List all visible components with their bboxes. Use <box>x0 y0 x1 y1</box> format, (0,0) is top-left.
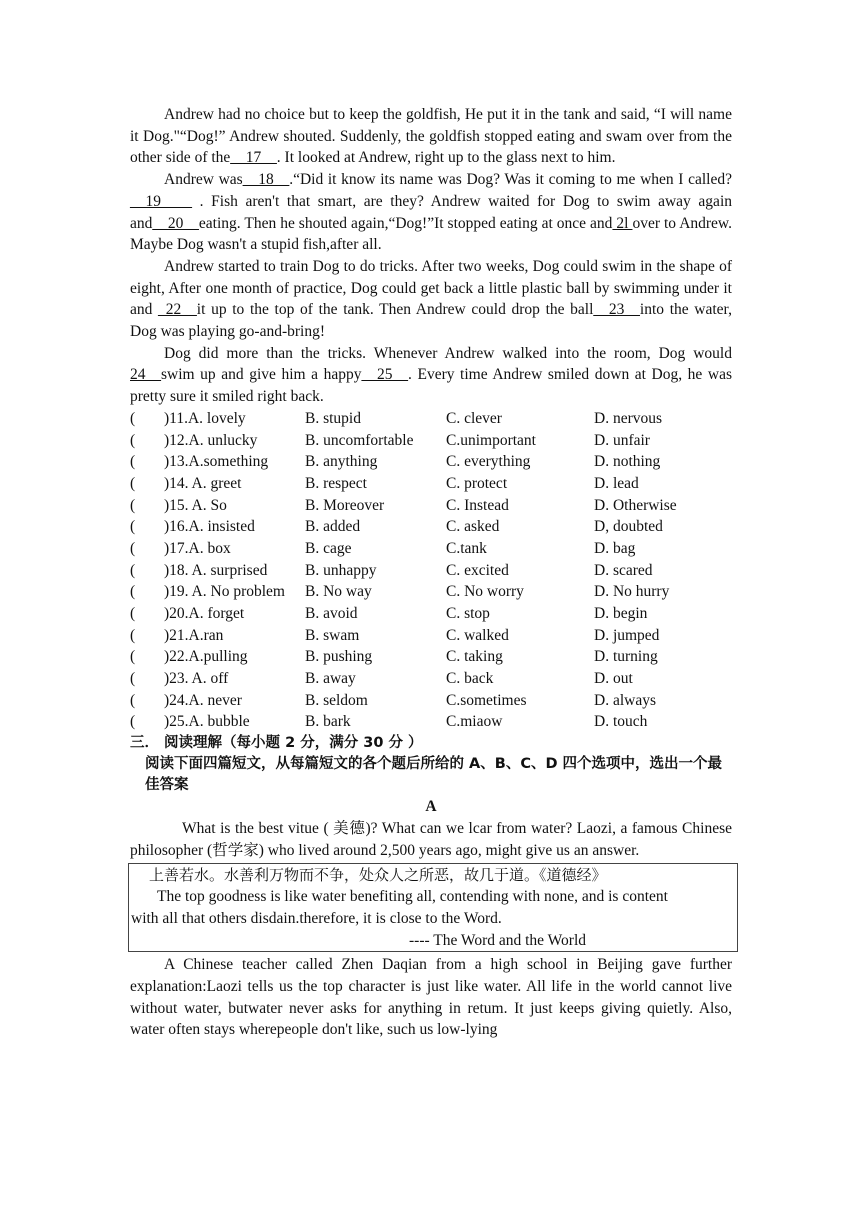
quote-source: ---- The Word and the World <box>409 931 587 949</box>
question-option-c: C. clever <box>446 409 502 427</box>
answer-paren: ( <box>130 691 136 709</box>
answer-paren: ( <box>130 583 136 601</box>
paragraph-text: Andrew was <box>164 171 243 189</box>
section-instructions: 阅读下面四篇短文，从每篇短文的各个题后所给的 A、B、C、D 四个选项中，选出一个最佳答案 <box>145 756 723 794</box>
paragraph-text: swim up and give him a happy <box>161 366 362 384</box>
question-option-a: )21.A.ran <box>164 626 224 644</box>
paragraph-text: into the water, Dog was playing go-and-bring! <box>130 301 732 341</box>
question-option-d: D, doubted <box>594 518 663 536</box>
question-option-c: C. No worry <box>446 583 524 601</box>
question-option-b: B. unhappy <box>305 561 377 579</box>
question-option-a: )23. A. off <box>164 670 229 688</box>
paragraph-text: . Fish aren't that smart, are they? Andrew waited for Dog to swim away again and <box>130 192 732 232</box>
question-option-d: D. always <box>594 691 656 709</box>
question-option-b: B. cage <box>305 539 352 557</box>
answer-paren: ( <box>130 648 136 666</box>
question-option-c: C. Instead <box>446 496 509 514</box>
question-row <box>130 408 732 430</box>
question-option-a: )22.A.pulling <box>164 648 248 666</box>
question-option-c: C. taking <box>446 648 503 666</box>
question-row <box>130 711 732 733</box>
paragraph-text: eating. Then he shouted again,“Dog!”It stopped eating at once and <box>198 214 613 232</box>
question-option-b: B. respect <box>305 474 367 492</box>
paragraph-text: Andrew started to train Dog to do tricks. After two weeks, Dog could swim in the shape of eight, After one month of practice, Dog could get back a little plastic ball by swimming under it and <box>130 257 732 319</box>
answer-paren: ( <box>130 409 136 427</box>
question-option-c: C. back <box>446 670 494 688</box>
paragraph-text: .“Did it know its name was Dog? Was it coming to me when I called? <box>289 171 732 189</box>
cloze-passage <box>130 104 732 408</box>
question-row <box>130 646 732 668</box>
question-option-a: )13.A.something <box>164 453 269 471</box>
cloze-paragraph <box>130 343 732 408</box>
answer-paren: ( <box>130 453 136 471</box>
question-option-d: D. begin <box>594 605 648 623</box>
question-row <box>130 538 732 560</box>
question-option-c: C.unimportant <box>446 431 536 449</box>
quote-box <box>128 863 738 952</box>
answer-blank: 2l <box>612 214 633 232</box>
quote-english-line2: with all that others disdain.therefore, it is close to the Word. <box>131 909 502 927</box>
passage-intro: What is the best vitue ( 美德)? What can we lcar from water? Laozi, a famous Chinese philosopher (哲学家) who lived around 2,500 years ago, might give us an answer. <box>130 819 732 859</box>
question-option-b: B. seldom <box>305 691 368 709</box>
exam-page <box>130 104 732 1041</box>
question-row <box>130 581 732 603</box>
question-row <box>130 473 732 495</box>
question-option-b: B. No way <box>305 583 372 601</box>
answer-blank: __17__ <box>230 149 277 167</box>
question-option-a: )11.A. lovely <box>164 409 246 427</box>
passage-paragraph: A Chinese teacher called Zhen Daqian from a high school in Beijing gave further explanation:Laozi tells us the top character is just like water. All life in the world cannot live without water, butwater never asks for anything in retum. It just keeps giving quietly. Also, water often stays wherepeople don't like, such us low-lying <box>130 956 732 1039</box>
question-option-b: B. swam <box>305 626 360 644</box>
answer-paren: ( <box>130 561 136 579</box>
answer-paren: ( <box>130 518 136 536</box>
question-option-c: C. everything <box>446 453 531 471</box>
answer-blank: __23__ <box>593 301 640 319</box>
question-option-a: )20.A. forget <box>164 605 245 623</box>
quote-english-line1: The top goodness is like water benefiting all, contending with none, and is content <box>157 888 668 906</box>
question-row <box>130 603 732 625</box>
question-option-d: D. No hurry <box>594 583 670 601</box>
question-option-a: )18. A. surprised <box>164 561 268 579</box>
paragraph-text: over to Andrew. Maybe Dog wasn't a stupid fish,after all. <box>130 214 732 254</box>
question-option-c: C. stop <box>446 605 490 623</box>
answer-blank: __20__ <box>152 214 199 232</box>
answer-blank: __18__ <box>242 171 290 189</box>
question-option-d: D. out <box>594 670 633 688</box>
question-row <box>130 625 732 647</box>
answer-paren: ( <box>130 539 136 557</box>
question-row <box>130 560 732 582</box>
question-option-a: )16.A. insisted <box>164 518 255 536</box>
cloze-paragraph <box>130 256 732 343</box>
paragraph-text: it up to the top of the tank. Then Andrew could drop the ball <box>196 301 594 319</box>
passage-label: A <box>425 798 437 816</box>
answer-blank: __25__ <box>361 366 409 384</box>
question-option-c: C.miaow <box>446 713 503 731</box>
question-option-b: B. away <box>305 670 356 688</box>
answer-paren: ( <box>130 713 136 731</box>
question-option-b: B. uncomfortable <box>305 431 414 449</box>
question-option-a: )15. A. So <box>164 496 227 514</box>
question-option-a: )12.A. unlucky <box>164 431 258 449</box>
answer-blank: __19____ <box>130 192 192 210</box>
question-row <box>130 451 732 473</box>
question-option-a: )24.A. never <box>164 691 242 709</box>
question-option-c: C. walked <box>446 626 509 644</box>
answer-paren: ( <box>130 670 136 688</box>
question-option-b: B. pushing <box>305 648 373 666</box>
question-option-a: )19. A. No problem <box>164 583 285 601</box>
question-option-d: D. turning <box>594 648 658 666</box>
question-option-d: D. unfair <box>594 431 650 449</box>
question-option-a: )14. A. greet <box>164 474 242 492</box>
question-option-c: C. asked <box>446 518 500 536</box>
question-option-d: D. nothing <box>594 453 661 471</box>
question-row <box>130 668 732 690</box>
question-row <box>130 690 732 712</box>
cloze-paragraph <box>130 104 732 169</box>
paragraph-text: . It looked at Andrew, right up to the glass next to him. <box>276 149 616 167</box>
question-option-b: B. bark <box>305 713 351 731</box>
answer-paren: ( <box>130 474 136 492</box>
question-option-b: B. anything <box>305 453 378 471</box>
paragraph-text: . Every time Andrew smiled down at Dog, he was pretty sure it smiled right back. <box>130 366 732 406</box>
question-row <box>130 430 732 452</box>
question-option-d: D. scared <box>594 561 653 579</box>
question-option-d: D. jumped <box>594 626 660 644</box>
question-option-b: B. stupid <box>305 409 361 427</box>
question-option-b: B. added <box>305 518 361 536</box>
question-option-b: B. Moreover <box>305 496 385 514</box>
answer-paren: ( <box>130 605 136 623</box>
question-option-d: D. touch <box>594 713 648 731</box>
question-option-d: D. bag <box>594 539 636 557</box>
question-option-c: C.sometimes <box>446 691 527 709</box>
section-title: 三． 阅读理解（每小题 2 分，满分 30 分 ） <box>130 735 423 752</box>
question-option-d: D. lead <box>594 474 639 492</box>
answer-blank: _22__ <box>158 301 197 319</box>
question-option-a: )25.A. bubble <box>164 713 250 731</box>
question-option-b: B. avoid <box>305 605 358 623</box>
question-row <box>130 495 732 517</box>
question-option-c: C.tank <box>446 539 487 557</box>
paragraph-text: Andrew had no choice but to keep the goldfish, He put it in the tank and said, “I will name it Dog."“Dog!” Andrew shouted. Suddenly, the goldfish stopped eating and swam over from the other side of the <box>130 106 732 167</box>
answer-blank: 24__ <box>130 366 161 384</box>
question-option-d: D. Otherwise <box>594 496 677 514</box>
question-list <box>130 408 732 733</box>
cloze-paragraph <box>130 169 732 256</box>
question-option-a: )17.A. box <box>164 539 231 557</box>
question-option-d: D. nervous <box>594 409 663 427</box>
question-option-c: C. excited <box>446 561 509 579</box>
answer-paren: ( <box>130 626 136 644</box>
paragraph-text: Dog did more than the tricks. Whenever Andrew walked into the room, Dog would <box>164 344 732 362</box>
quote-chinese: 上善若水。水善利万物而不争，处众人之所恶，故几于道。《道德经》 <box>149 866 607 885</box>
question-row <box>130 516 732 538</box>
question-option-c: C. protect <box>446 474 508 492</box>
answer-paren: ( <box>130 496 136 514</box>
answer-paren: ( <box>130 431 136 449</box>
